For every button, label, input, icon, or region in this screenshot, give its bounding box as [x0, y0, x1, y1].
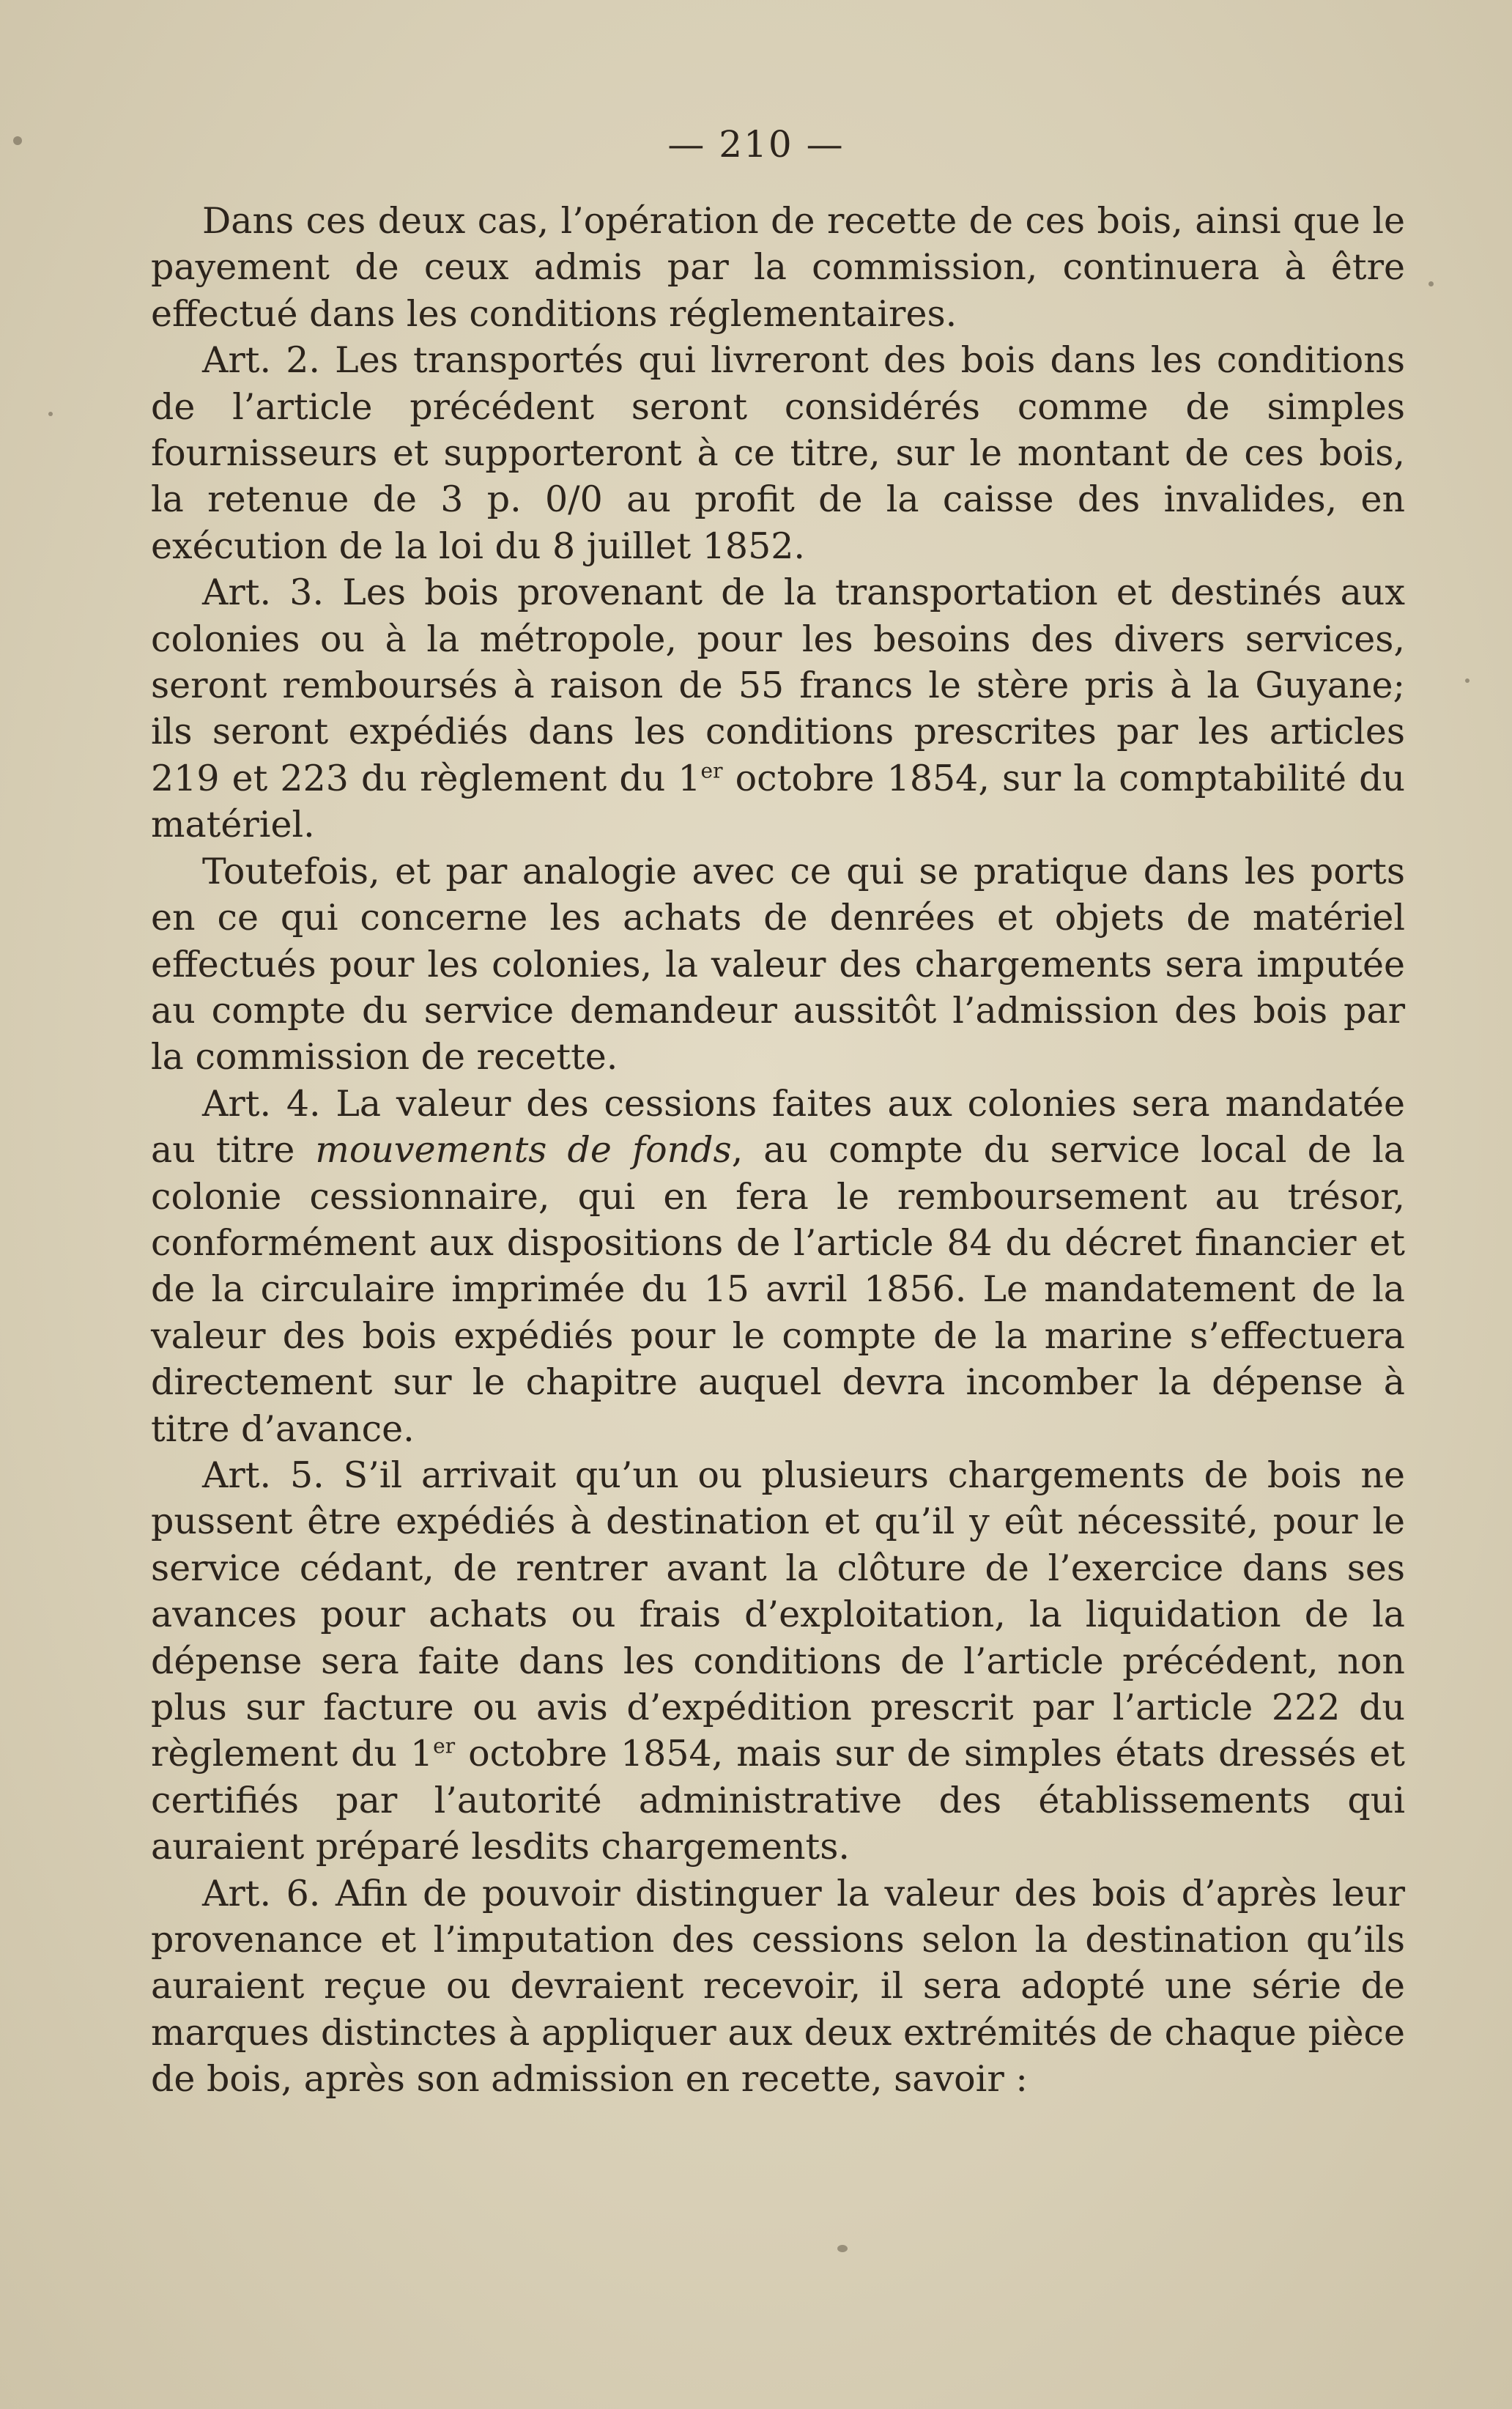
paragraph-article-5 — [151, 1452, 1405, 1870]
article-4-italic-title: mouvements de fonds — [315, 1129, 732, 1172]
ink-speck — [1465, 678, 1470, 683]
article-5-text: Art. 5. S’il arrivait qu’un ou plusieurs chargements de bois ne pussent être expédiés à destination et qu’il y eût nécessité, pour le service cédant, de rentrer avant la clôture de l’exercice dans ses avances pour achats ou frais d’exploitation, la liquidation de la dépense sera faite dans les conditions de l’article précédent, non plus sur facture ou avis d’expédition prescrit par l’article 222 du règlement du 1 — [151, 1454, 1405, 1775]
paragraph-toutefois: Toutefois, et par analogie avec ce qui se pratique dans les ports en ce qui concerne les achats de denrées et objets de matériel effectués pour les colonies, la valeur des chargements sera imputée au compte du service demandeur aussitôt l’admission des bois par la commission de recette. — [151, 850, 1405, 1078]
paragraph-article-2: Art. 2. Les transportés qui livreront des bois dans les conditions de l’article précédent seront considérés comme de simples fournisseurs et supporteront à ce titre, sur le montant de ces bois, la retenue de 3 p. 0/0 au profit de la caisse des invalides, en exécution de la loi du 8 juillet 1852. — [151, 339, 1405, 567]
ink-speck — [48, 412, 53, 416]
article-4-text: Art. 4. La valeur des cessions faites aux colonies sera mandatée au titre — [151, 1082, 1405, 1172]
ink-speck — [837, 2245, 848, 2252]
paragraph-article-6: Art. 6. Afin de pouvoir distinguer la valeur des bois d’après leur provenance et l’imputation des cessions selon la destination qu’ils auraient reçue ou devraient recevoir, il sera adopté une série de marques distinctes à appliquer aux deux extrémités de chaque pièce de bois, après son admission en recette, savoir : — [151, 1872, 1405, 2101]
body-text — [151, 198, 1405, 2103]
ink-speck — [1428, 281, 1434, 286]
paragraph-article-3 — [151, 569, 1405, 848]
ordinal-superscript: er — [433, 1734, 456, 1759]
article-4-text-end: , au compte du service local de la colonie cessionnaire, qui en fera le remboursement au trésor, conformément aux dispositions de l’article 84 du décret financier et de la circulaire imprimée du 15 avril 1856. Le mandatement de la valeur des bois expédiés pour le compte de la marine s’effectuera directement sur le chapitre auquel devra incomber la dépense à titre d’avance. — [151, 1129, 1405, 1450]
article-3-text-end: octobre 1854, sur la comptabilité du matériel. — [151, 757, 1406, 846]
paragraph-intro: Dans ces deux cas, l’opération de recette de ces bois, ainsi que le payement de ceux admis par la commission, continuera à être effectué dans les conditions réglementaires. — [151, 200, 1405, 335]
page-number: — 210 — — [667, 123, 845, 166]
ordinal-superscript: er — [700, 758, 723, 783]
article-5-text-end: octobre 1854, mais sur de simples états dressés et certifiés par l’autorité administrative des établissements qui auraient préparé lesdits chargements. — [151, 1733, 1405, 1868]
article-3-text: Art. 3. Les bois provenant de la transportation et destinés aux colonies ou à la métropole, pour les besoins des divers services, seront remboursés à raison de 55 francs le stère pris à la Guyane; ils seront expédiés dans les conditions prescrites par les articles 219 et 223 du règlement du 1 — [151, 571, 1405, 799]
paragraph-article-4 — [151, 1081, 1405, 1452]
